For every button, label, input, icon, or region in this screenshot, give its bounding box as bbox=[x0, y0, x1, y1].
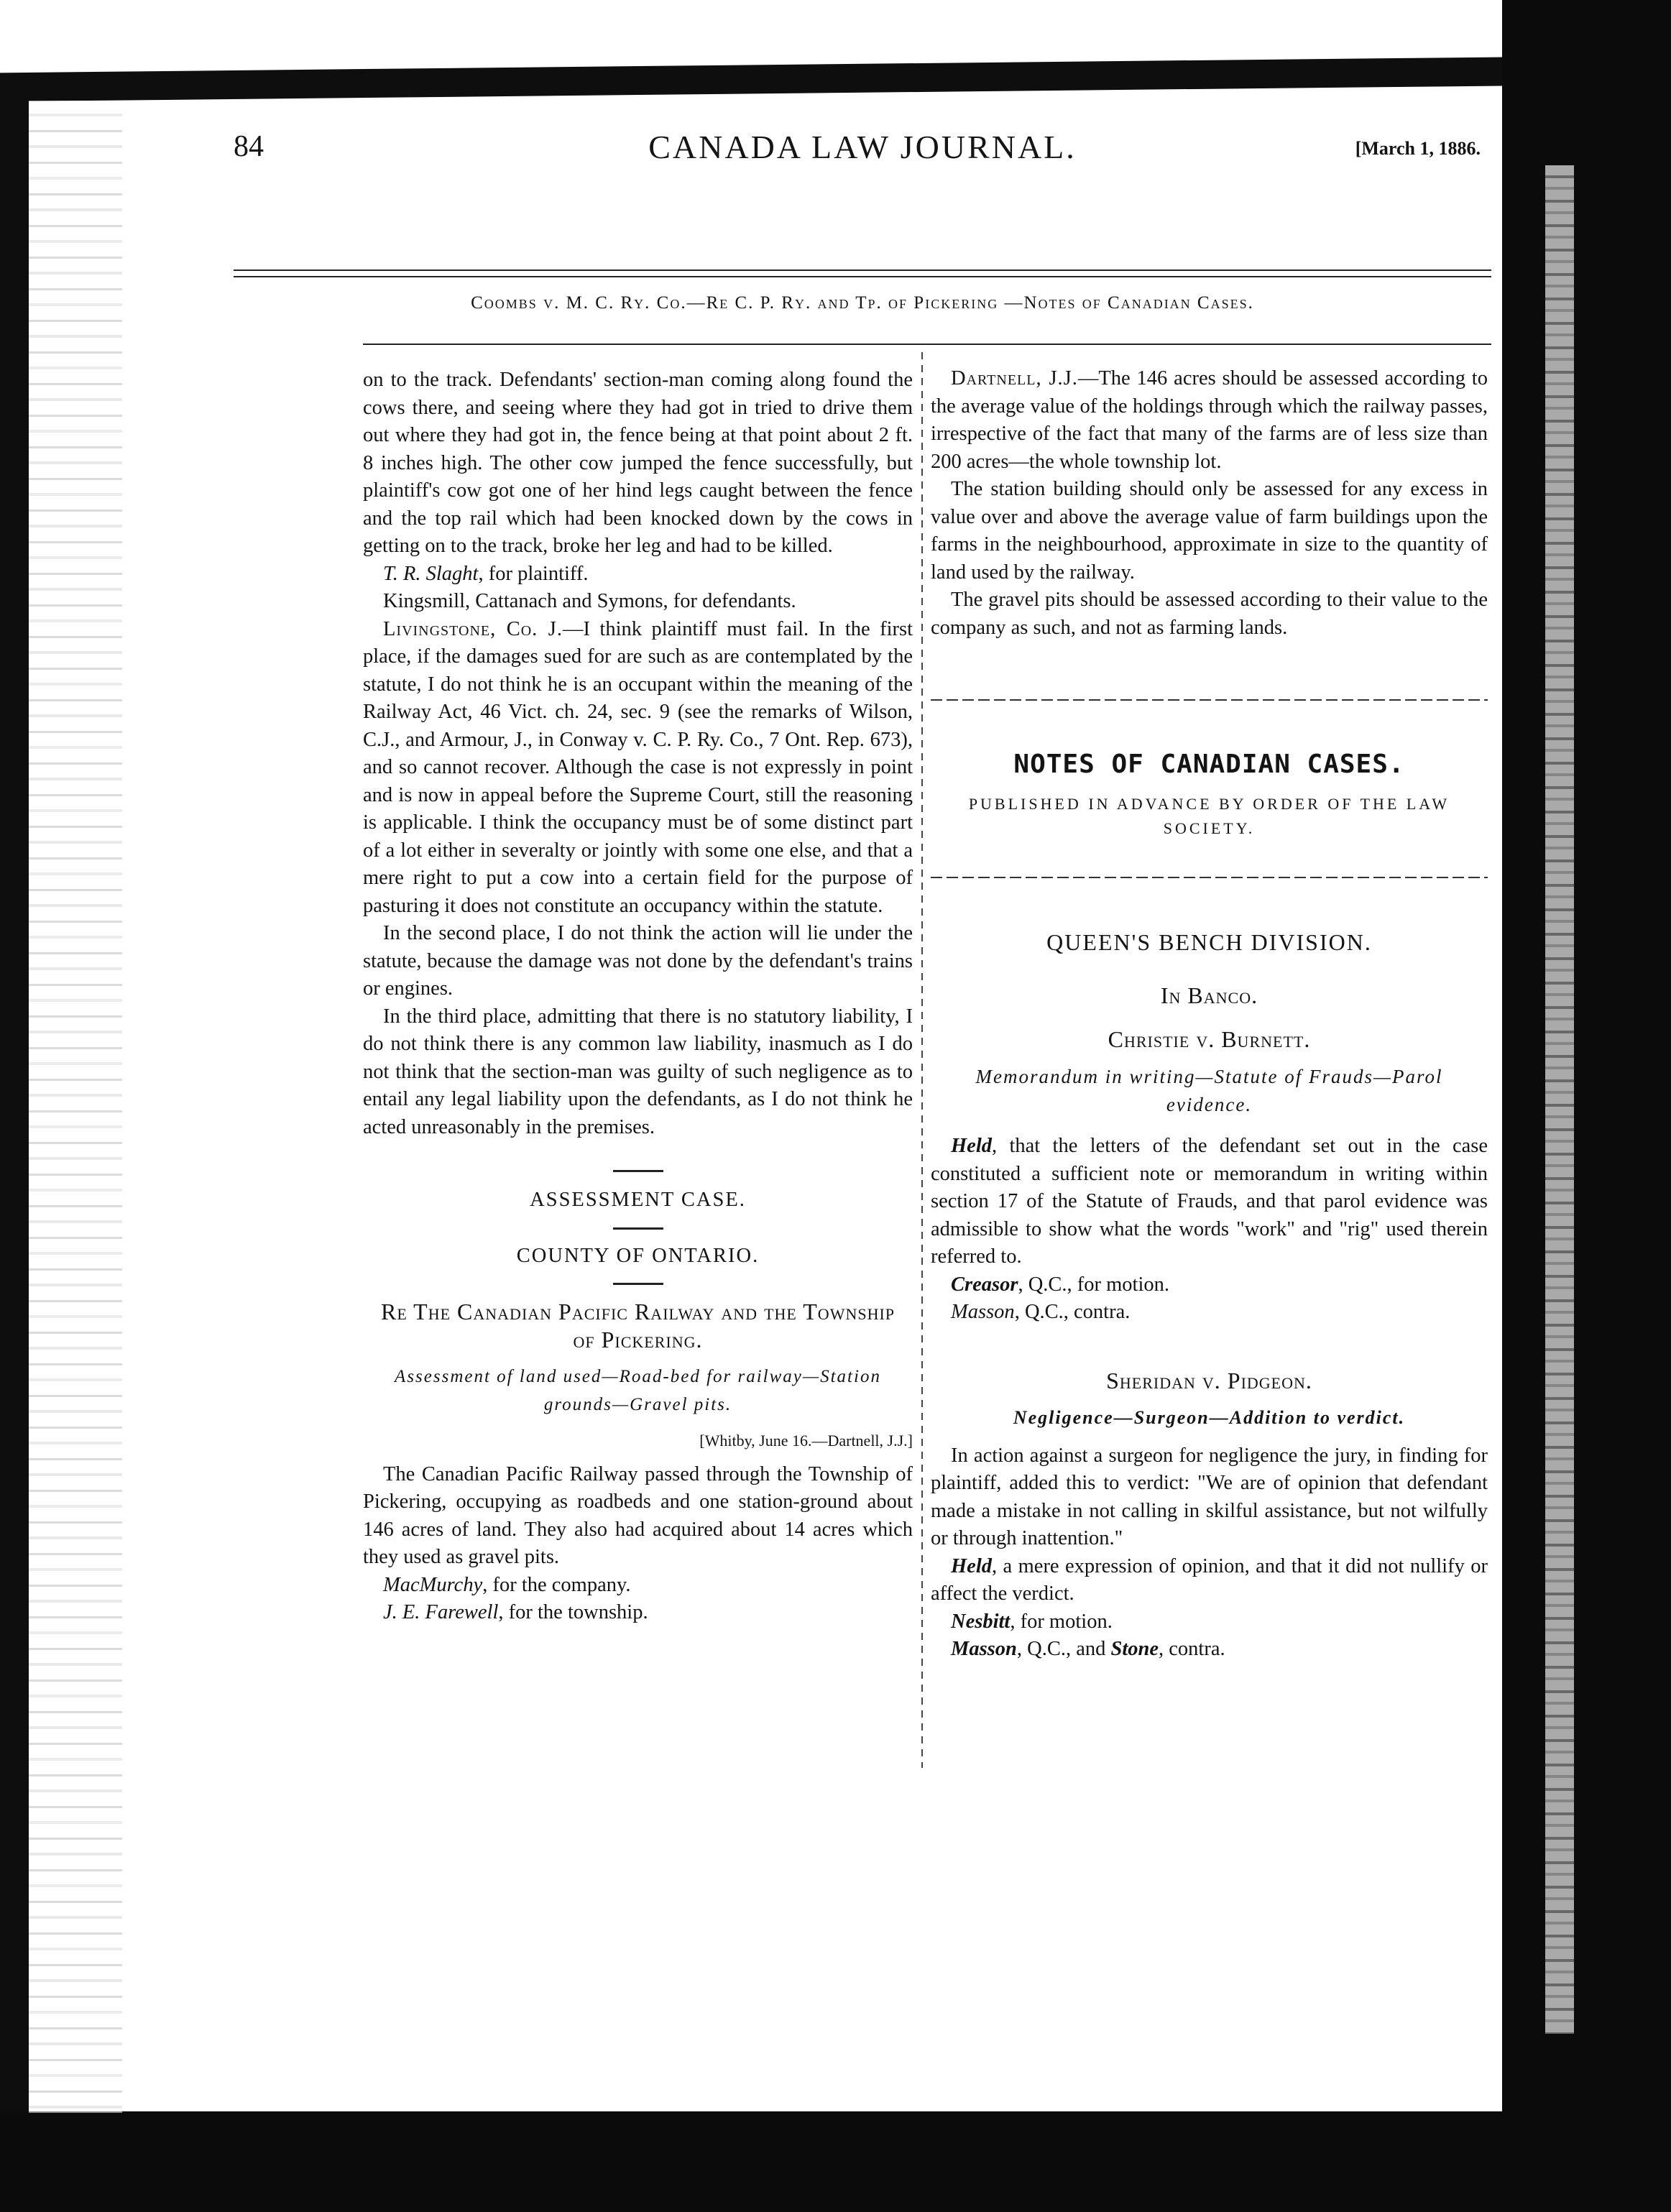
right-column bbox=[931, 365, 1488, 1664]
division-heading: QUEEN'S BENCH DIVISION. bbox=[1046, 928, 1372, 955]
scan-bottom-border bbox=[0, 2111, 1671, 2212]
paragraph: In the second place, I do not think the action will lie under the statute, because the damage was not done by the defendant's trains or engines. bbox=[363, 922, 913, 1000]
citation: [Whitby, June 16.—Dartnell, J.J.] bbox=[699, 1432, 913, 1450]
header-rule-2 bbox=[234, 276, 1491, 277]
column-divider bbox=[921, 352, 923, 1768]
scan-left-noise bbox=[29, 101, 122, 2113]
county-heading: COUNTY OF ONTARIO. bbox=[516, 1244, 760, 1267]
judgment-paragraph: Livingstone, Co. J.—I think plaintiff must fail. In the first place, if the damages sued for are such as are contemplated by the statute, I do not think he is an occupant within the meaning of the Railway Act, 46 Vict. ch. 24, sec. 9 (see the remarks of Wilson, C.J., and Armour, J., in Conway v. C. P. Ry. Co., 7 Ont. Rep. 673), and so cannot recover. Although the case is not expressly in point and is now in appeal before the Supreme Court, still the reasoning is applicable. I think the occupancy must be of some distinct part of a lot either in severalty or jointly with some one else, and that a mere right to put a cow into a certain field for the purpose of pasturing it does not constitute an occupancy within the statute. bbox=[363, 617, 913, 917]
counsel-line: Masson, Q.C., contra. bbox=[951, 1301, 1131, 1323]
section-divider bbox=[931, 699, 1488, 701]
counsel-line: Kingsmill, Cattanach and Symons, for defendants. bbox=[383, 590, 796, 612]
assessment-heading: ASSESSMENT CASE. bbox=[530, 1189, 746, 1211]
held-paragraph: Held, that the letters of the defendant set out in the case constituted a sufficient note or memorandum in writing within section 17 of the Statute of Frauds, and that parol evidence was admissible to show what the words "work" and "rig" used therein referred to. bbox=[931, 1135, 1488, 1268]
case-title: Re The Canadian Pacific Railway and the Township of Pickering. bbox=[380, 1299, 896, 1352]
paragraph: The gravel pits should be assessed according to their value to the company as such, and not as farming lands. bbox=[931, 589, 1488, 639]
page-number: 84 bbox=[234, 130, 264, 163]
subheading-rule bbox=[363, 344, 1491, 345]
running-subheading: Coombs v. M. C. Ry. Co.—Re C. P. Ry. and Tp. of Pickering —Notes of Canadian Cases. bbox=[471, 293, 1254, 313]
paragraph: The station building should only be assessed for any excess in value over and above the average value of farm buildings upon the farms in the neighbourhood, approximate in size to the quantity of land used by the railway. bbox=[931, 478, 1488, 584]
paragraph: on to the track. Defendants' section-man coming along found the cows there, and seeing where they had got in tried to drive them out where they had got in, the fence being at that point about 2 ft. 8 inches high. The other cow jumped the fence successfully, but plaintiff's cow got one of her hind legs caught between the fence and the top rail which had been knocked down by the cows in getting on to the track, broke her leg and had to be killed. bbox=[363, 369, 913, 557]
case-title: Sheridan v. Pidgeon. bbox=[1106, 1367, 1312, 1393]
section-divider bbox=[613, 1283, 663, 1285]
held-paragraph: Held, a mere expression of opinion, and that it did not nullify or affect the verdict. bbox=[931, 1554, 1488, 1605]
section-divider bbox=[613, 1170, 663, 1172]
case-subject: Memorandum in writing—Statute of Frauds—Parol evidence. bbox=[975, 1066, 1443, 1115]
paragraph: The Canadian Pacific Railway passed through the Township of Pickering, occupying as roadbeds and one station-ground about 146 acres of land. They also had acquired about 14 acres which they used as gravel pits. bbox=[363, 1462, 913, 1568]
counsel-line: J. E. Farewell, for the township. bbox=[383, 1601, 648, 1623]
in-banco-heading: In Banco. bbox=[1160, 982, 1258, 1008]
section-divider bbox=[931, 877, 1488, 878]
left-column bbox=[363, 367, 913, 1627]
scan-right-noise bbox=[1545, 165, 1574, 2034]
journal-title: CANADA LAW JOURNAL. bbox=[648, 129, 1077, 165]
counsel-line: MacMurchy, for the company. bbox=[383, 1573, 631, 1596]
counsel-line: Creasor, Q.C., for motion. bbox=[951, 1273, 1170, 1296]
case-subject: Negligence—Surgeon—Addition to verdict. bbox=[1013, 1407, 1406, 1428]
case-subject: Assessment of land used—Road-bed for railway—Station grounds—Gravel pits. bbox=[395, 1367, 881, 1414]
scan-right-border bbox=[1502, 0, 1671, 2212]
judgment-paragraph: Dartnell, J.J.—The 146 acres should be assessed according to the average value of the holdings through which the railway passes, irrespective of the fact that many of the farms are of less size than 200 acres—the whole township lot. bbox=[931, 367, 1488, 473]
notes-heading: NOTES OF CANADIAN CASES. bbox=[1013, 750, 1405, 779]
scan-left-border bbox=[0, 85, 29, 2212]
counsel-line: Nesbitt, for motion. bbox=[951, 1610, 1113, 1633]
header-rule-1 bbox=[234, 269, 1491, 271]
counsel-line: Masson, Q.C., and Stone, contra. bbox=[951, 1638, 1225, 1660]
paragraph: In the third place, admitting that there is no statutory liability, I do not think there is any common law liability, inasmuch as I do not think that the section-man was guilty of such negligence as to entail any legal liability upon the defendants, as I do not think he acted unreasonably in the premises. bbox=[363, 1005, 913, 1138]
section-divider bbox=[613, 1227, 663, 1230]
paragraph: In action against a surgeon for negligence the jury, in finding for plaintiff, added this to verdict: "We are of opinion that defendant made a mistake in not calling in skilful assistance, but not wilfully or through inattention." bbox=[931, 1444, 1488, 1549]
notes-subheading: PUBLISHED IN ADVANCE BY ORDER OF THE LAW SOCIETY. bbox=[968, 794, 1450, 837]
counsel-line: T. R. Slaght, for plaintiff. bbox=[383, 562, 589, 585]
case-title: Christie v. Burnett. bbox=[1108, 1026, 1311, 1052]
issue-date: [March 1, 1886. bbox=[1355, 138, 1481, 159]
page-header bbox=[234, 124, 1491, 181]
